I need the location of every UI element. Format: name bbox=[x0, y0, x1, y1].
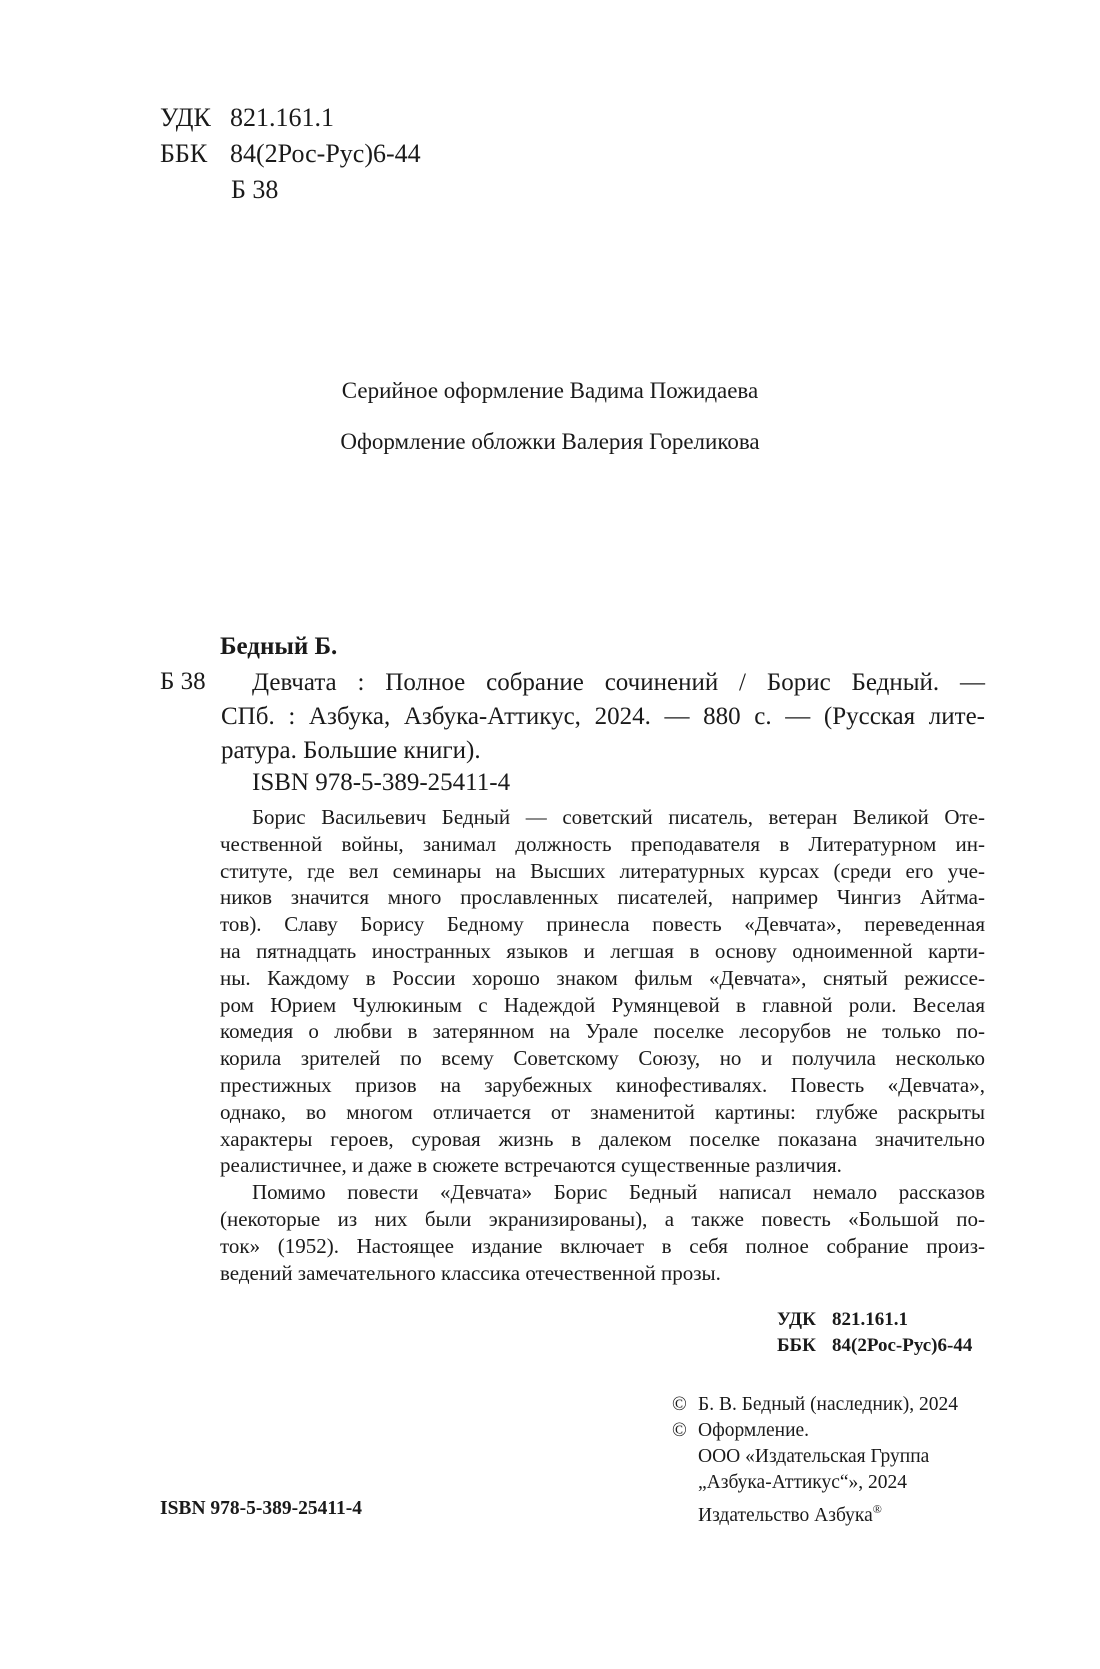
annotation-line: реалистичнее, и даже в сюжете встречаются существенные различия. bbox=[220, 1153, 842, 1178]
copyright-publisher-line: „Азбука-Аттикус“», 2024 bbox=[698, 1472, 908, 1493]
bbk-value: 84(2Рос-Рус)6-44 bbox=[832, 1335, 973, 1356]
copyright-design bbox=[672, 1418, 809, 1444]
author-heading: Бедный Б. bbox=[220, 633, 338, 660]
annotation-line: характеры героев, суровая жизнь в далеком поселке показана значительно bbox=[220, 1126, 985, 1151]
annotation-line: Борис Васильевич Бедный — советский писатель, ветеран Великой Оте- bbox=[252, 805, 985, 829]
copyright-text: Б. В. Бедный (наследник), 2024 bbox=[698, 1394, 958, 1415]
author-sign-top: Б 38 bbox=[231, 175, 279, 204]
annotation-line: комедия о любви в затерянном на Урале поселке лесорубов не только по- bbox=[220, 1019, 985, 1044]
annotation-line: ведений замечательного классика отечественной прозы. bbox=[220, 1260, 721, 1285]
bbk-value: 84(2Рос-Рус)6-44 bbox=[230, 139, 421, 168]
annotation-line: чественной войны, занимал должность преподавателя в Литературном ин- bbox=[220, 831, 985, 856]
annotation-line: однако, во многом отличается от знаменитой картины: глубже раскрыты bbox=[220, 1099, 985, 1124]
annotation-line: ром Юрием Чулюкиным с Надеждой Румянцевой в главной роли. Веселая bbox=[220, 992, 985, 1017]
series-design-credit: Серийное оформление Вадима Пожидаева bbox=[341, 378, 759, 403]
udk-value: 821.161.1 bbox=[230, 103, 334, 132]
isbn-bottom: ISBN 978-5-389-25411-4 bbox=[160, 1498, 363, 1519]
bibliographic-description bbox=[221, 666, 985, 768]
bbk-label: ББК bbox=[777, 1335, 816, 1356]
registered-mark: ® bbox=[872, 1502, 882, 1516]
copyright-publisher-line bbox=[698, 1496, 882, 1529]
bbk-label: ББК bbox=[160, 139, 208, 168]
copyright-text: Оформление. bbox=[698, 1420, 810, 1441]
bib-line: СПб. : Азбука, Азбука-Аттикус, 2024. — 880 с. — (Русская лите- bbox=[221, 703, 985, 730]
copyright-icon: © bbox=[672, 1420, 687, 1441]
bbk-classification-bottom bbox=[777, 1333, 972, 1359]
publisher-name: Издательство Азбука bbox=[698, 1505, 873, 1526]
udk-classification-bottom bbox=[777, 1307, 908, 1333]
udk-label: УДК bbox=[160, 103, 211, 132]
copyright-icon: © bbox=[672, 1394, 687, 1415]
copyright-publisher-line: ООО «Издательская Группа bbox=[698, 1446, 930, 1467]
annotation-line: ток» (1952). Настоящее издание включает в себя полное собрание произ- bbox=[220, 1233, 985, 1258]
annotation-line: ны. Каждому в России хорошо знаком фильм «Девчата», снятый режиссе- bbox=[220, 965, 985, 990]
bib-line: Девчата : Полное собрание сочинений / Борис Бедный. — bbox=[252, 669, 985, 696]
udk-classification-top bbox=[160, 100, 334, 136]
annotation-line: на пятнадцать иностранных языков и легшая в основу одноименной карти- bbox=[220, 938, 985, 963]
copyright-author bbox=[672, 1392, 958, 1418]
annotation-line: (некоторые из них были экранизированы), а также повесть «Большой по- bbox=[220, 1206, 985, 1231]
bib-line: ратура. Большие книги). bbox=[221, 737, 481, 764]
annotation bbox=[220, 804, 985, 1286]
annotation-line: престижных призов на зарубежных кинофестивалях. Повесть «Девчата», bbox=[220, 1072, 985, 1097]
author-sign: Б 38 bbox=[160, 668, 206, 695]
udk-value: 821.161.1 bbox=[832, 1309, 908, 1330]
isbn-entry: ISBN 978-5-389-25411-4 bbox=[252, 769, 511, 796]
annotation-line: Помимо повести «Девчата» Борис Бедный написал немало рассказов bbox=[252, 1180, 985, 1205]
cover-design-credit: Оформление обложки Валерия Гореликова bbox=[340, 429, 760, 454]
bbk-classification-top bbox=[160, 136, 421, 172]
annotation-line: ников значится много прославленных писателей, например Чингиз Айтма- bbox=[220, 885, 985, 910]
annotation-line: корила зрителей по всему Советскому Союзу, но и получила несколько bbox=[220, 1046, 985, 1071]
annotation-line: ституте, где вел семинары на Высших литературных курсах (среди его уче- bbox=[220, 858, 985, 883]
annotation-line: тов). Славу Борису Бедному принесла повесть «Девчата», переведенная bbox=[220, 912, 985, 937]
udk-label: УДК bbox=[777, 1309, 816, 1330]
